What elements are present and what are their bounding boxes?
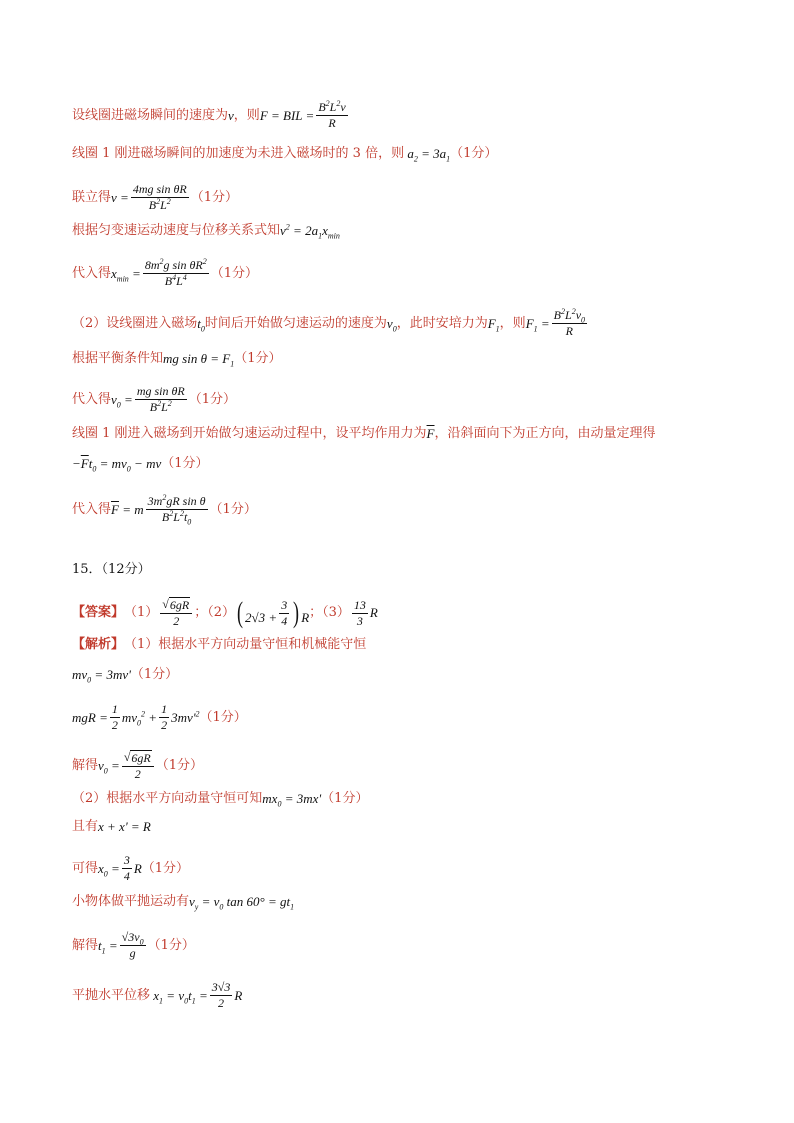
text: 可得 [72, 860, 99, 876]
step-5 [72, 818, 151, 836]
text: （1） [124, 605, 159, 620]
math: ( 2√3 + [237, 596, 278, 629]
line-6 [72, 308, 589, 339]
text: 解得 [72, 937, 99, 953]
text: ，此时安培力为 [396, 315, 488, 331]
math: R [133, 860, 142, 876]
math: $v_0$ [386, 315, 397, 334]
line-11 [72, 494, 257, 525]
line-4 [72, 222, 340, 240]
line-9 [72, 425, 656, 443]
text: （2）根据水平方向动量守恒可知 [72, 791, 263, 806]
line-2 [72, 145, 497, 163]
math: $-\overline{F}t_0 = mv_0$ − mv [72, 456, 162, 474]
math: $v^2 = 2a_1x_{min}$ [280, 222, 340, 241]
math: v = [111, 189, 129, 205]
text: ，则 [499, 315, 526, 331]
answer-line [72, 597, 378, 629]
text: 解得 [72, 758, 99, 773]
score: （1分） [199, 709, 247, 725]
score: （1分） [210, 265, 259, 281]
fraction: $\frac{1}{2}$ [161, 702, 168, 732]
score: （1分） [234, 351, 282, 366]
text: 时间后开始做匀速运动的速度为 [204, 315, 387, 331]
math: $v_y = v_0$ $\tan 60^\circ = gt_1$ [189, 894, 295, 912]
score: （1分） [188, 391, 237, 407]
step-1 [72, 666, 178, 684]
fraction: $\frac{3√3}{2}$ [211, 980, 231, 1010]
line-10 [72, 455, 209, 473]
score: （1分） [321, 791, 369, 806]
text: 代入得 [72, 265, 112, 281]
math: $v_0$ = [98, 758, 120, 776]
step-7 [72, 893, 294, 911]
text: （1）根据水平方向动量守恒和机械能守恒 [124, 637, 367, 652]
math: $x_1 = v_0t_1$ = [150, 987, 208, 1006]
math: R [369, 605, 378, 620]
analysis-tag: 【解析】 [72, 637, 125, 652]
step-9 [72, 980, 242, 1011]
text: 线圈 1 刚进磁场瞬间的加速度为未进入磁场时的 3 倍，则 [72, 146, 405, 161]
line-8 [72, 384, 236, 415]
text: ；（3） [309, 605, 350, 620]
score: （1分） [130, 667, 179, 682]
line-7 [72, 350, 281, 368]
analysis-line [72, 636, 366, 654]
fraction: $\frac{\text{4mg sin θR}}{B^2L^2}$ [132, 182, 187, 212]
step-6 [72, 853, 189, 884]
math: $a_2 = 3a_1$ [404, 146, 451, 164]
math: ) R [293, 596, 310, 629]
line-3 [72, 182, 238, 213]
text: ；（2） [194, 605, 236, 620]
text: ，则 [233, 107, 260, 123]
step-8 [72, 930, 195, 961]
line-5 [72, 258, 258, 289]
score: （1分） [209, 501, 257, 517]
score: （1分） [161, 456, 209, 471]
math: x + x' = R [98, 819, 151, 834]
fraction: $\frac{B^2L^2v_0}{R}$ [553, 307, 586, 338]
fraction: $\frac{3}{4}$ [123, 853, 130, 883]
math: $v_0$ = [111, 391, 133, 410]
math: mg $\sin \theta = F_1$ [163, 351, 235, 369]
question-15 [72, 561, 151, 579]
text: 小物体做平抛运动有 [72, 894, 190, 909]
math: $F_1$ = [525, 315, 550, 334]
fraction: $\frac{3}{4}$ [281, 597, 288, 628]
math: $x_0$ = [98, 860, 120, 879]
fraction: $\frac{8m^2g \sin \theta R^2}{B^4L^4}$ [144, 257, 207, 288]
math: $mv_0 = 3mv'$ [72, 667, 131, 685]
math: v [228, 107, 234, 123]
math: $F_1$ [487, 315, 500, 334]
line-1 [72, 100, 350, 131]
text: （2）设线圈进入磁场 [72, 315, 198, 331]
text: 联立得 [72, 189, 112, 205]
score: （1分） [450, 146, 498, 161]
answer-tag: 【答案】 [72, 605, 125, 620]
math: $\overline{F}$ [426, 426, 435, 441]
math: $t_0$ [197, 315, 205, 334]
fraction: $\frac{1}{2}$ [111, 702, 118, 732]
step-3 [72, 750, 203, 782]
fraction: $\frac{√3v_0}{g}$ [121, 930, 144, 960]
math: mgR = [72, 709, 108, 725]
fraction: $\frac{\text{mg sin θR}}{B^2L^2}$ [136, 384, 185, 414]
text: 根据平衡条件知 [72, 351, 164, 366]
math: $x_{min}$ = [111, 265, 141, 284]
text: 代入得 [72, 501, 112, 517]
fraction: $\frac{13}{3}$ [353, 597, 366, 628]
math: F = BIL = [259, 107, 315, 123]
text: 线圈 1 刚进入磁场到开始做匀速运动过程中，设平均作用力为 [72, 426, 427, 441]
step-2 [72, 702, 247, 733]
fraction: $\frac{3m^2gR \sin \theta}{B^2L^2t_0}$ [147, 493, 206, 527]
text: 设线圈进磁场瞬间的速度为 [72, 107, 229, 123]
math: $\overline{F} = m$ [111, 501, 144, 517]
score: （1分） [147, 937, 195, 953]
text: 平抛水平位移 [72, 987, 151, 1003]
fraction: √ 6gR 2 [122, 750, 154, 782]
score: （1分） [155, 758, 204, 773]
text: 根据匀变速运动速度与位移关系式知 [72, 223, 281, 238]
text: ，沿斜面向下为正方向，由动量定理得 [434, 426, 656, 441]
score: （1分） [141, 860, 190, 876]
text: 代入得 [72, 391, 112, 407]
math: $t_1$ = [98, 937, 118, 956]
fraction: √ 6gR 2 [160, 597, 192, 629]
math: R [234, 987, 243, 1003]
step-4 [72, 790, 368, 808]
score: （1分） [190, 189, 238, 205]
text: 且有 [72, 819, 99, 834]
text: 15．（12分） [72, 562, 151, 577]
math: $3mv'^2$ [171, 709, 200, 725]
math: $mv_0^2$ + [121, 709, 158, 728]
fraction: $\frac{B^2L^2v}{R}$ [318, 99, 346, 130]
math: $mx_0 = 3mx'$ [262, 791, 322, 809]
